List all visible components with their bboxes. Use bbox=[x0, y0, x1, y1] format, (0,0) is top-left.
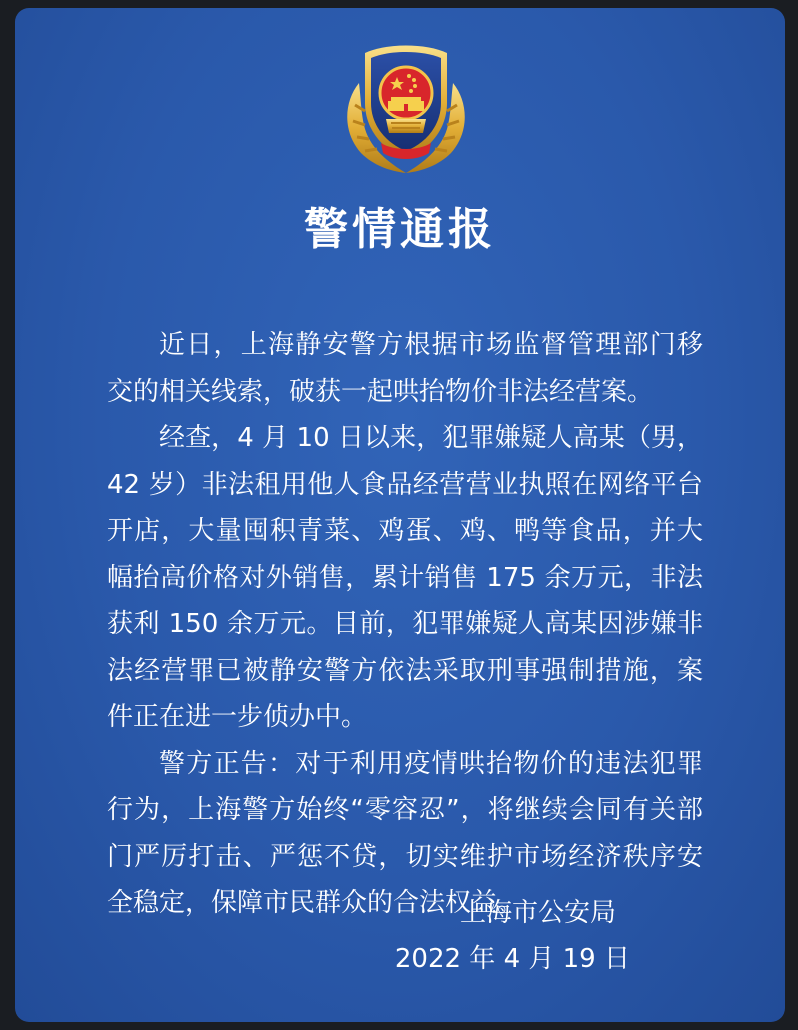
notice-body bbox=[107, 322, 703, 927]
issue-date: 2022 年 4 月 19 日 bbox=[394, 944, 630, 974]
paragraph-intro: 近日，上海静安警方根据市场监督管理部门移交的相关线索，破获一起哄抬物价非法经营案。 bbox=[107, 330, 703, 407]
issuing-organization: 上海市公安局 bbox=[459, 898, 616, 928]
notice-card bbox=[15, 8, 785, 1022]
police-badge-icon bbox=[331, 33, 481, 175]
paragraph-investigation: 经查，4 月 10 日以来，犯罪嫌疑人高某（男，42 岁）非法租用他人食品经营营业执照在网络平台开店，大量囤积青菜、鸡蛋、鸡、鸭等食品，并大幅抬高价格对外销售，累计销售 175 余万元，非法获利 150 余万元。目前，犯罪嫌疑人高某因涉嫌非法经营罪已被静安警方依法采取刑事强制措施，案件正在进一步侦办中。 bbox=[107, 423, 703, 732]
notice-title: 警情通报 bbox=[304, 204, 496, 255]
paragraph-warning: 警方正告：对于利用疫情哄抬物价的违法犯罪行为，上海警方始终“零容忍”，将继续会同有关部门严厉打击、严惩不贷，切实维护市场经济秩序安全稳定，保障市民群众的合法权益。 bbox=[107, 748, 703, 918]
signature-block bbox=[395, 890, 630, 982]
